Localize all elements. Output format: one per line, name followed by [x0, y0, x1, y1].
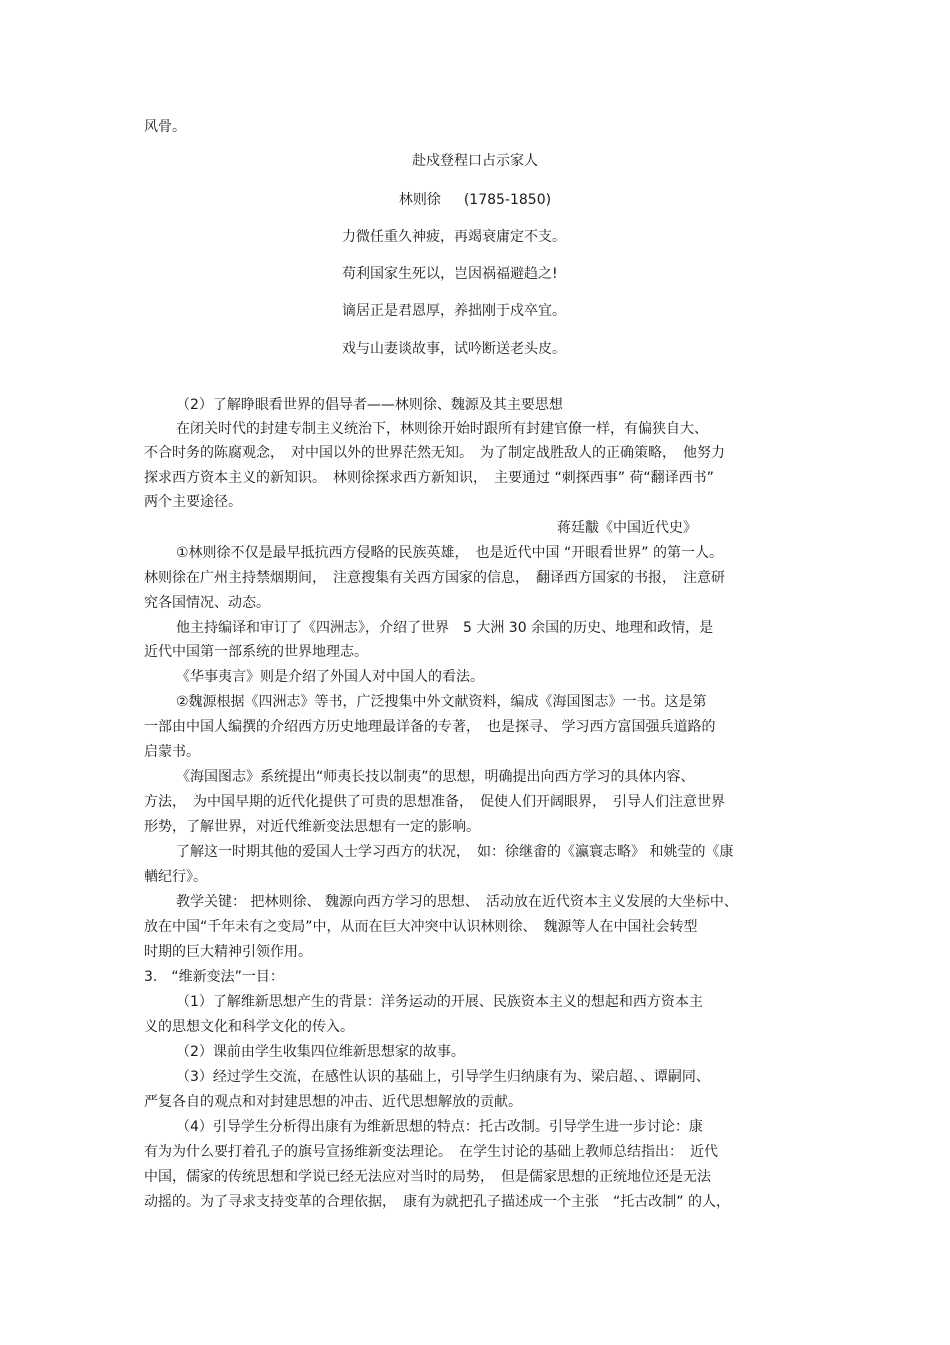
body-line: 中国，儒家的传统思想和学说已经无法应对当时的局势， 但是儒家思想的正统地位还是无法 [144, 1169, 711, 1185]
body-line: 时期的巨大精神引领作用。 [144, 944, 312, 960]
poem-line: 戏与山妻谈故事，试吟断送老头皮。 [342, 341, 566, 357]
body-line: 方法， 为中国早期的近代化提供了可贵的思想准备， 促使人们开阔眼界， 引导人们注意世界 [144, 794, 725, 810]
body-line: ②魏源根据《四洲志》等书，广泛搜集中外文献资料，编成《海国图志》一书。这是第 [176, 694, 707, 710]
body-line: 究各国情况、动态。 [144, 595, 270, 611]
body-line: 严复各自的观点和对封建思想的冲击、近代思想解放的贡献。 [144, 1094, 522, 1110]
body-line: 义的思想文化和科学文化的传入。 [144, 1019, 354, 1035]
body-line: 《华事夷言》则是介绍了外国人对中国人的看法。 [176, 669, 484, 685]
body-line: 在闭关时代的封建专制主义统治下，林则徐开始时跟所有封建官僚一样，有偏狭自大、 [176, 421, 708, 437]
body-line: 放在中国“千年未有之变局”中，从而在巨大冲突中认识林则徐、 魏源等人在中国社会转型 [144, 919, 698, 935]
body-line: 了解这一时期其他的爱国人士学习西方的状况， 如：徐继畬的《瀛寰志略》 和姚莹的《康 [176, 844, 734, 860]
body-line: 探求西方资本主义的新知识。 林则徐探求西方新知识， 主要通过 “刺探西事” 荷“翻译西书” [144, 470, 714, 486]
body-line: （1）了解维新思想产生的背景：洋务运动的开展、民族资本主义的想起和西方资本主 [176, 994, 703, 1010]
poem-line: 谪居正是君恩厚，养拙刚于戍卒宜。 [342, 303, 566, 319]
poem-byline [0, 191, 950, 209]
section-heading: （2）了解睁眼看世界的倡导者——林则徐、魏源及其主要思想 [176, 397, 563, 413]
body-line: 启蒙书。 [144, 744, 200, 760]
body-line: （3）经过学生交流，在感性认识的基础上，引导学生归纳康有为、梁启超、、谭嗣同、 [176, 1069, 710, 1085]
body-line: 形势，了解世界，对近代维新变法思想有一定的影响。 [144, 819, 480, 835]
top-fragment: 风骨。 [144, 119, 186, 135]
body-line: 輶纪行》。 [144, 869, 207, 885]
section-heading: 3. “维新变法”一目： [144, 969, 284, 985]
body-line: 动摇的。为了寻求支持变革的合理依据， 康有为就把孔子描述成一个主张 “托古改制” 的人， [144, 1194, 730, 1210]
poem-line: 苟利国家生死以，岂因祸福避趋之! [342, 266, 558, 282]
poem-author: 林则徐 [398, 192, 441, 208]
body-line: 一部由中国人编撰的介绍西方历史地理最详备的专著， 也是探寻、 学习西方富国强兵道路的 [144, 719, 716, 735]
poem-title: 赴戍登程口占示家人 [412, 153, 538, 169]
body-line: ①林则徐不仅是最早抵抗西方侵略的民族英雄， 也是近代中国 “开眼看世界” 的第一人。 [176, 545, 723, 561]
poem-years: (1785-1850) [463, 192, 552, 208]
body-line: 有为为什么要打着孔子的旗号宣扬维新变法理论。 在学生讨论的基础上教师总结指出： 近代 [144, 1144, 718, 1160]
body-line: 教学关键： 把林则徐、 魏源向西方学习的思想、 活动放在近代资本主义发展的大坐标中、 [176, 894, 738, 910]
body-line: 两个主要途径。 [144, 494, 242, 510]
body-line: 林则徐在广州主持禁烟期间， 注意搜集有关西方国家的信息， 翻译西方国家的书报， 注意研 [144, 570, 725, 586]
body-line: 不合时务的陈腐观念， 对中国以外的世界茫然无知。 为了制定战胜敌人的正确策略， 他努力 [144, 445, 725, 461]
poem-line: 力微任重久神疲，再竭衰庸定不支。 [342, 229, 566, 245]
body-line: （2）课前由学生收集四位维新思想家的故事。 [176, 1044, 465, 1060]
body-line: 《海国图志》系统提出“师夷长技以制夷”的思想，明确提出向西方学习的具体内容、 [176, 769, 695, 785]
citation: 蒋廷黻《中国近代史》 [557, 520, 697, 536]
body-line: 他主持编译和审订了《四洲志》，介绍了世界 5 大洲 30 余国的历史、地理和政情，是 [176, 620, 714, 636]
body-line: 近代中国第一部系统的世界地理志。 [144, 644, 368, 660]
body-line: （4）引导学生分析得出康有为维新思想的特点：托古改制。引导学生进一步讨论：康 [176, 1119, 703, 1135]
